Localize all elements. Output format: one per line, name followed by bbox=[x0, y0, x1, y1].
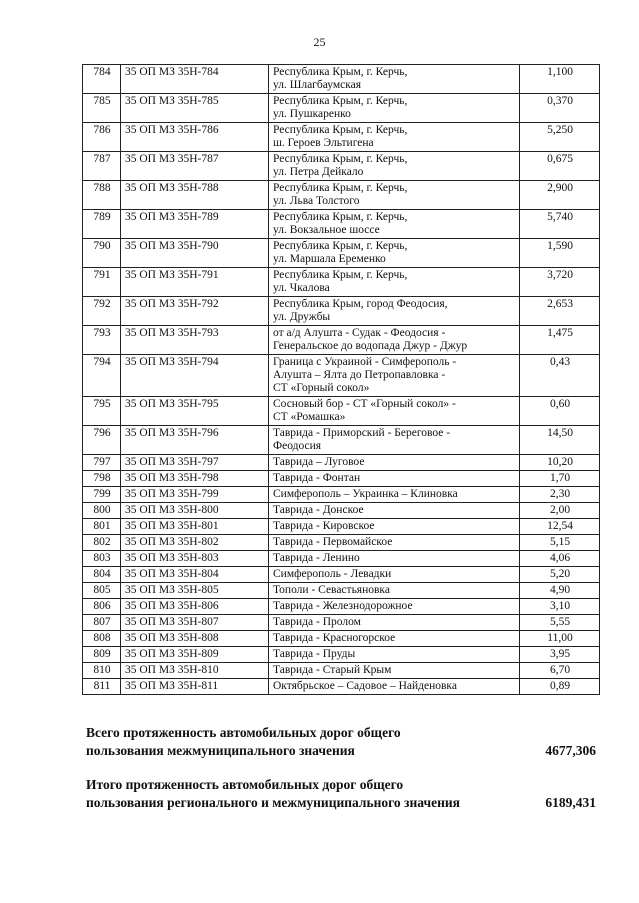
road-length: 2,653 bbox=[520, 297, 600, 326]
road-name: Тополи - Севастьяновка bbox=[269, 583, 520, 599]
road-name: Таврида - Пруды bbox=[269, 647, 520, 663]
road-id: 35 ОП МЗ 35Н-788 bbox=[121, 181, 269, 210]
road-name: Республика Крым, г. Керчь, ул. Шлагбаумская bbox=[269, 65, 520, 94]
row-number: 804 bbox=[83, 567, 121, 583]
table-row bbox=[83, 471, 600, 487]
road-id: 35 ОП МЗ 35Н-794 bbox=[121, 355, 269, 397]
road-length: 1,475 bbox=[520, 326, 600, 355]
road-length: 1,100 bbox=[520, 65, 600, 94]
road-length: 5,740 bbox=[520, 210, 600, 239]
roads-table-body bbox=[83, 65, 600, 695]
table-row bbox=[83, 679, 600, 695]
road-name: Республика Крым, г. Керчь, ул. Петра Дейкало bbox=[269, 152, 520, 181]
road-id: 35 ОП МЗ 35Н-804 bbox=[121, 567, 269, 583]
table-row bbox=[83, 599, 600, 615]
table-row bbox=[83, 519, 600, 535]
table-row bbox=[83, 210, 600, 239]
road-id: 35 ОП МЗ 35Н-806 bbox=[121, 599, 269, 615]
row-number: 800 bbox=[83, 503, 121, 519]
table-row bbox=[83, 551, 600, 567]
road-name: Октябрьское – Садовое – Найденовка bbox=[269, 679, 520, 695]
road-name: Таврида - Приморский - Береговое - Феодосия bbox=[269, 426, 520, 455]
row-number: 792 bbox=[83, 297, 121, 326]
road-id: 35 ОП МЗ 35Н-792 bbox=[121, 297, 269, 326]
row-number: 795 bbox=[83, 397, 121, 426]
road-length: 2,00 bbox=[520, 503, 600, 519]
road-length: 1,70 bbox=[520, 471, 600, 487]
row-number: 793 bbox=[83, 326, 121, 355]
table-row bbox=[83, 65, 600, 94]
road-length: 14,50 bbox=[520, 426, 600, 455]
total-label-line-1: Итого протяженность автомобильных дорог общего bbox=[86, 777, 404, 792]
table-row bbox=[83, 326, 600, 355]
row-number: 809 bbox=[83, 647, 121, 663]
road-name: Граница с Украиной - Симферополь - Алушта – Ялта до Петропавловка - СТ «Горный сокол» bbox=[269, 355, 520, 397]
table-row bbox=[83, 94, 600, 123]
road-length: 5,55 bbox=[520, 615, 600, 631]
table-row bbox=[83, 663, 600, 679]
table-row bbox=[83, 567, 600, 583]
road-length: 3,95 bbox=[520, 647, 600, 663]
road-name: Таврида - Кировское bbox=[269, 519, 520, 535]
road-id: 35 ОП МЗ 35Н-809 bbox=[121, 647, 269, 663]
road-name: Таврида - Железнодорожное bbox=[269, 599, 520, 615]
road-name: Таврида - Пролом bbox=[269, 615, 520, 631]
row-number: 791 bbox=[83, 268, 121, 297]
table-row bbox=[83, 615, 600, 631]
table-row bbox=[83, 503, 600, 519]
road-name: Таврида - Красногорское bbox=[269, 631, 520, 647]
row-number: 798 bbox=[83, 471, 121, 487]
road-id: 35 ОП МЗ 35Н-803 bbox=[121, 551, 269, 567]
table-row bbox=[83, 455, 600, 471]
row-number: 799 bbox=[83, 487, 121, 503]
roads-table bbox=[82, 64, 600, 695]
road-name: Республика Крым, город Феодосия, ул. Дружбы bbox=[269, 297, 520, 326]
table-row bbox=[83, 181, 600, 210]
road-name: от а/д Алушта - Судак - Феодосия - Генеральское до водопада Джур - Джур bbox=[269, 326, 520, 355]
road-id: 35 ОП МЗ 35Н-797 bbox=[121, 455, 269, 471]
road-id: 35 ОП МЗ 35Н-811 bbox=[121, 679, 269, 695]
total-intermunicipal bbox=[86, 724, 596, 760]
road-id: 35 ОП МЗ 35Н-795 bbox=[121, 397, 269, 426]
row-number: 807 bbox=[83, 615, 121, 631]
road-length: 5,250 bbox=[520, 123, 600, 152]
table-row bbox=[83, 397, 600, 426]
row-number: 784 bbox=[83, 65, 121, 94]
road-name: Республика Крым, г. Керчь, ул. Вокзальное шоссе bbox=[269, 210, 520, 239]
road-length: 0,89 bbox=[520, 679, 600, 695]
page-number: 25 bbox=[313, 35, 326, 49]
road-id: 35 ОП МЗ 35Н-790 bbox=[121, 239, 269, 268]
table-row bbox=[83, 535, 600, 551]
road-name: Таврида - Ленино bbox=[269, 551, 520, 567]
road-name: Республика Крым, г. Керчь, ул. Чкалова bbox=[269, 268, 520, 297]
road-length: 2,30 bbox=[520, 487, 600, 503]
road-id: 35 ОП МЗ 35Н-808 bbox=[121, 631, 269, 647]
table-row bbox=[83, 631, 600, 647]
road-id: 35 ОП МЗ 35Н-787 bbox=[121, 152, 269, 181]
road-length: 10,20 bbox=[520, 455, 600, 471]
table-row bbox=[83, 647, 600, 663]
road-length: 12,54 bbox=[520, 519, 600, 535]
road-name: Таврида - Донское bbox=[269, 503, 520, 519]
row-number: 811 bbox=[83, 679, 121, 695]
road-id: 35 ОП МЗ 35Н-785 bbox=[121, 94, 269, 123]
row-number: 786 bbox=[83, 123, 121, 152]
row-number: 787 bbox=[83, 152, 121, 181]
row-number: 806 bbox=[83, 599, 121, 615]
road-id: 35 ОП МЗ 35Н-791 bbox=[121, 268, 269, 297]
row-number: 789 bbox=[83, 210, 121, 239]
road-name: Симферополь – Украинка – Клиновка bbox=[269, 487, 520, 503]
road-id: 35 ОП МЗ 35Н-798 bbox=[121, 471, 269, 487]
row-number: 801 bbox=[83, 519, 121, 535]
total-value: 4677,306 bbox=[545, 743, 596, 758]
road-name: Республика Крым, г. Керчь, ул. Пушкаренко bbox=[269, 94, 520, 123]
road-length: 1,590 bbox=[520, 239, 600, 268]
road-length: 0,43 bbox=[520, 355, 600, 397]
road-id: 35 ОП МЗ 35Н-810 bbox=[121, 663, 269, 679]
table-row bbox=[83, 355, 600, 397]
row-number: 808 bbox=[83, 631, 121, 647]
road-length: 0,675 bbox=[520, 152, 600, 181]
road-id: 35 ОП МЗ 35Н-793 bbox=[121, 326, 269, 355]
road-id: 35 ОП МЗ 35Н-800 bbox=[121, 503, 269, 519]
table-row bbox=[83, 123, 600, 152]
table-row bbox=[83, 487, 600, 503]
road-id: 35 ОП МЗ 35Н-784 bbox=[121, 65, 269, 94]
table-row bbox=[83, 268, 600, 297]
road-length: 3,10 bbox=[520, 599, 600, 615]
total-value: 6189,431 bbox=[545, 795, 596, 810]
road-name: Республика Крым, г. Керчь, ул. Маршала Еременко bbox=[269, 239, 520, 268]
table-row bbox=[83, 239, 600, 268]
road-id: 35 ОП МЗ 35Н-801 bbox=[121, 519, 269, 535]
road-id: 35 ОП МЗ 35Н-796 bbox=[121, 426, 269, 455]
row-number: 802 bbox=[83, 535, 121, 551]
road-name: Симферополь - Левадки bbox=[269, 567, 520, 583]
road-length: 6,70 bbox=[520, 663, 600, 679]
table-row bbox=[83, 583, 600, 599]
row-number: 785 bbox=[83, 94, 121, 123]
total-label-line-2: пользования регионального и межмуниципального значения bbox=[86, 795, 460, 810]
total-label-line-2: пользования межмуниципального значения bbox=[86, 743, 355, 758]
road-name: Сосновый бор - СТ «Горный сокол» - СТ «Ромашка» bbox=[269, 397, 520, 426]
row-number: 805 bbox=[83, 583, 121, 599]
road-id: 35 ОП МЗ 35Н-786 bbox=[121, 123, 269, 152]
row-number: 797 bbox=[83, 455, 121, 471]
road-length: 0,60 bbox=[520, 397, 600, 426]
row-number: 788 bbox=[83, 181, 121, 210]
road-id: 35 ОП МЗ 35Н-789 bbox=[121, 210, 269, 239]
road-length: 2,900 bbox=[520, 181, 600, 210]
road-name: Республика Крым, г. Керчь, ш. Героев Эльтигена bbox=[269, 123, 520, 152]
road-length: 4,06 bbox=[520, 551, 600, 567]
road-length: 5,20 bbox=[520, 567, 600, 583]
table-row bbox=[83, 152, 600, 181]
road-id: 35 ОП МЗ 35Н-807 bbox=[121, 615, 269, 631]
road-length: 11,00 bbox=[520, 631, 600, 647]
table-row bbox=[83, 297, 600, 326]
road-name: Таврида – Луговое bbox=[269, 455, 520, 471]
road-length: 4,90 bbox=[520, 583, 600, 599]
row-number: 794 bbox=[83, 355, 121, 397]
road-name: Таврида - Первомайское bbox=[269, 535, 520, 551]
total-label-line-1: Всего протяженность автомобильных дорог общего bbox=[86, 725, 401, 740]
road-id: 35 ОП МЗ 35Н-805 bbox=[121, 583, 269, 599]
total-regional-and-intermunicipal bbox=[86, 776, 596, 812]
road-id: 35 ОП МЗ 35Н-802 bbox=[121, 535, 269, 551]
road-id: 35 ОП МЗ 35Н-799 bbox=[121, 487, 269, 503]
road-name: Республика Крым, г. Керчь, ул. Льва Толстого bbox=[269, 181, 520, 210]
road-length: 5,15 bbox=[520, 535, 600, 551]
road-length: 0,370 bbox=[520, 94, 600, 123]
row-number: 796 bbox=[83, 426, 121, 455]
road-length: 3,720 bbox=[520, 268, 600, 297]
road-name: Таврида - Старый Крым bbox=[269, 663, 520, 679]
row-number: 803 bbox=[83, 551, 121, 567]
road-name: Таврида - Фонтан bbox=[269, 471, 520, 487]
row-number: 790 bbox=[83, 239, 121, 268]
table-row bbox=[83, 426, 600, 455]
row-number: 810 bbox=[83, 663, 121, 679]
